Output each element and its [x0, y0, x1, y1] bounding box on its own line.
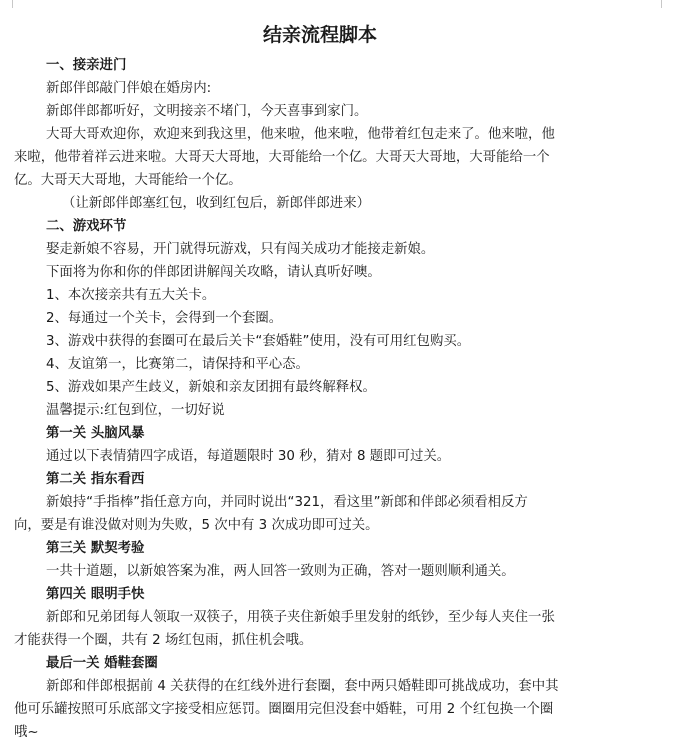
- paragraph-line: 新郎和伴郎根据前 4 关获得的在红线外进行套圈，套中两只婚鞋即可挑战成功，套中其: [46, 679, 559, 694]
- paragraph-line: 亿。大哥天大哥地，大哥能给一个亿。: [14, 173, 242, 188]
- paragraph-line: （让新郎伴郎塞红包，收到红包后，新郎伴郎进来）: [62, 196, 370, 211]
- paragraph-line: 通过以下表情猜四字成语，每道题限时 30 秒，猜对 8 题即可过关。: [46, 449, 451, 464]
- paragraph-line: 来啦，他带着祥云进来啦。大哥天大哥地，大哥能给一个亿。大哥天大哥地，大哥能给一个: [14, 150, 550, 165]
- paragraph-line: 新娘持“手指棒”指任意方向，并同时说出“321，看这里”新郎和伴郎必须看相反方: [46, 495, 528, 510]
- paragraph-line: 温馨提示:红包到位，一切好说: [46, 403, 225, 418]
- level-heading: 第二关 指东看西: [46, 472, 145, 487]
- page-corner-mark-right: [661, 0, 670, 8]
- paragraph-line: 新郎伴郎都听好，文明接亲不堵门，今天喜事到家门。: [46, 104, 368, 119]
- paragraph-line: 向，要是有谁没做对则为失败，5 次中有 3 次成功即可过关。: [14, 518, 379, 533]
- paragraph-line: 娶走新娘不容易，开门就得玩游戏，只有闯关成功才能接走新娘。: [46, 242, 435, 257]
- paragraph-line: 一共十道题，以新娘答案为准，两人回答一致则为正确，答对一题则顺利通关。: [46, 564, 515, 579]
- level-heading: 最后一关 婚鞋套圈: [46, 656, 158, 671]
- section-heading: 一、接亲进门: [46, 58, 127, 73]
- level-heading: 第三关 默契考验: [46, 541, 145, 556]
- paragraph-line: 下面将为你和你的伴郎团讲解闯关攻略，请认真听好噢。: [46, 265, 381, 280]
- level-heading: 第四关 眼明手快: [46, 587, 145, 602]
- list-item: 2、每通过一个关卡，会得到一个套圈。: [46, 311, 283, 326]
- paragraph-line: 新郎伴郎敲门伴娘在婚房内:: [46, 81, 212, 96]
- paragraph-line: 哦~: [14, 725, 39, 740]
- list-item: 3、游戏中获得的套圈可在最后关卡“套婚鞋”使用，没有可用红包购买。: [46, 334, 471, 349]
- page-corner-mark-left: [4, 0, 13, 8]
- document-page: [14, 0, 626, 744]
- list-item: 1、本次接亲共有五大关卡。: [46, 288, 216, 303]
- paragraph-line: 才能获得一个圈，共有 2 场红包雨，抓住机会哦。: [14, 633, 313, 648]
- paragraph-line: 他可乐罐按照可乐底部文字接受相应惩罚。圈圈用完但没套中婚鞋，可用 2 个红包换一个圈: [14, 702, 554, 717]
- paragraph-line: 大哥大哥欢迎你，欢迎来到我这里，他来啦，他来啦，他带着红包走来了。他来啦，他: [46, 127, 555, 142]
- section-heading: 二、游戏环节: [46, 219, 127, 234]
- list-item: 5、游戏如果产生歧义，新娘和亲友团拥有最终解释权。: [46, 380, 376, 395]
- level-heading: 第一关 头脑风暴: [46, 426, 145, 441]
- list-item: 4、友谊第一，比赛第二，请保持和平心态。: [46, 357, 309, 372]
- paragraph-line: 新郎和兄弟团每人领取一双筷子，用筷子夹住新娘手里发射的纸钞，至少每人夹住一张: [46, 610, 555, 625]
- document-title: 结亲流程脚本: [262, 24, 377, 46]
